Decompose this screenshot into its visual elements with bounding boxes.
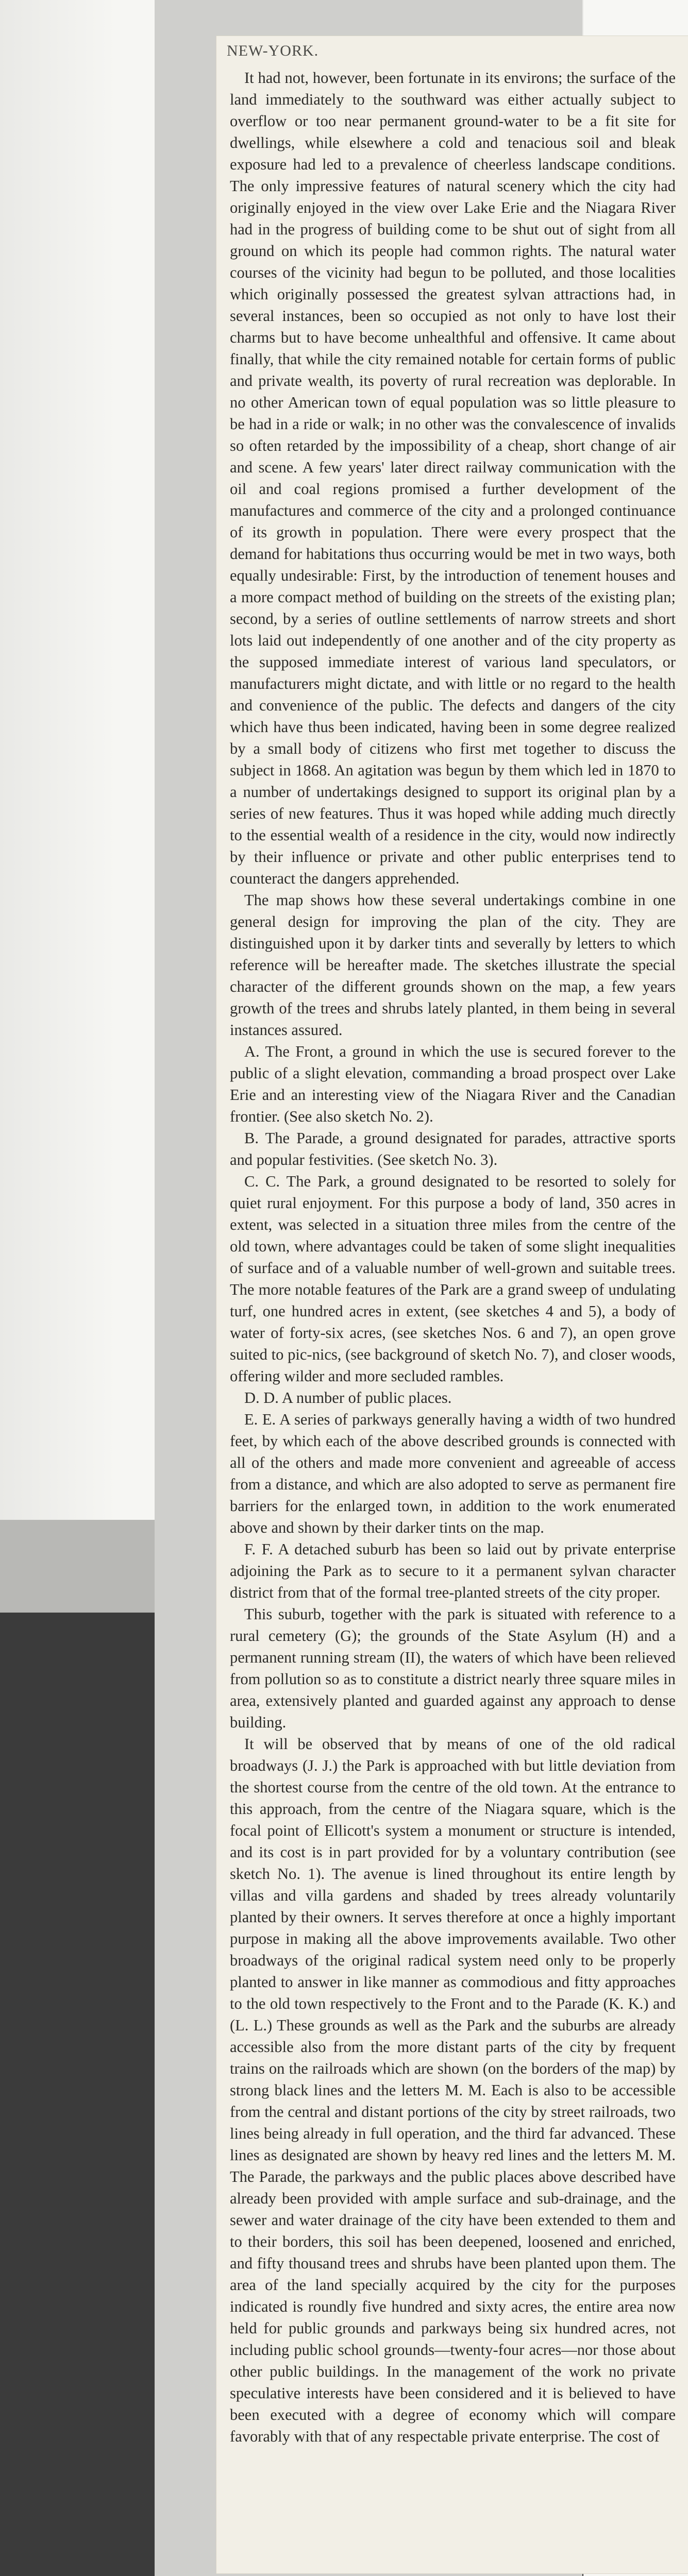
paragraph: A. The Front, a ground in which the use is secured forever to the public of a slight elevation, commanding a broad prospect over Lake Erie and an interesting view of the Niagara River and the Canadian frontier. (See also sketch No. 2). [230,1043,676,1125]
paragraph: It will be observed that by means of one of the old radical broadways (J. J.) the Park is approached with but little deviation from the shortest course from the centre of the old town. At the entrance to this approach, from the centre of the Niagara square, which is the focal point of Ellicott's system a monument or structure is intended, and its cost is in part provided for by a voluntary contribution (see sketch No. 1). The avenue is lined throughout its entire length by villas and villa gardens and shaded by trees already voluntarily planted by their owners. It serves therefore at once a highly important purpose in making all the above improvements available. Two other broadways of the original radical system need only to be properly planted to answer in like manner as commodious and fitty approaches to the old town respectively to the Front and to the Parade (K. K.) and (L. L.) These grounds as well as the Park and the suburbs are already accessible also from the more distant parts of the city by frequent trains on the railroads which are shown (on the borders of the map) by strong black lines and the letters M. M. Each is also to be accessible from the central and distant portions of the city by street railroads, two lines being already in full operation, and the third far advanced. These lines as designated are shown by heavy red lines and the letters M. M. The Parade, the parkways and the public places above described have already been provided with ample surface and sub-drainage, and the sewer and water drainage of the city have been extended to them and to their borders, this soil has been deepened, loosened and enriched, and fifty thousand trees and shrubs have been planted upon them. The area of the land specially acquired by the city for the purposes indicated is roundly five hundred and sixty acres, the entire area now held for public grounds and parkways being six hundred acres, not including public school grounds—twenty-four acres—nor those about other public buildings. In the management of the work no private speculative interests have been considered and it is believed to have been executed with a degree of economy which will compare favorably with that of any respectable private enterprise. The cost of [230,1735,676,2445]
paragraph: D. D. A number of public places. [244,1389,452,1406]
paragraph: F. F. A detached suburb has been so laid out by private enterprise adjoining the Park as to secure to it a permanent sylvan character district from that of the formal tree-planted streets of the city proper. [230,1540,676,1601]
article-body [230,67,676,2447]
paragraph: B. The Parade, a ground designated for parades, attractive sports and popular festivities. (See sketch No. 3). [230,1129,676,1168]
paragraph: The map shows how these several undertakings combine in one general design for improving the plan of the city. They are distinguished upon it by darker tints and severally by letters to which reference will be hereafter made. The sketches illustrate the special character of the different grounds shown on the map, a few years growth of the trees and shrubs lately planted, in them being in several instances assured. [230,891,676,1039]
newspaper-clipping [216,36,688,2573]
mounting-board [155,0,676,2576]
paragraph: This suburb, together with the park is situated with reference to a rural cemetery (G); the grounds of the State Asylum (H) and a permanent running stream (II), the waters of which have been relieved from pollution so as to constitute a district nearly three square miles in area, extensively planted and guarded against any approach to dense building. [230,1605,676,1731]
paragraph: C. C. The Park, a ground designated to be resorted to solely for quiet rural enjoyment. For this purpose a body of land, 350 acres in extent, was selected in a situation three miles from the centre of the old town, where advantages could be taken of some slight inequalities of surface and of a valuable number of well-grown and suitable trees. The more notable features of the Park are a grand sweep of undulating turf, one hundred acres in extent, (see sketches 4 and 5), a body of water of forty-six acres, (see sketches Nos. 6 and 7), an open grove suited to pic-nics, (see background of sketch No. 7), and closer woods, offering wilder and more secluded rambles. [230,1173,676,1385]
clipping-header [227,42,675,68]
paragraph: E. E. A series of parkways generally having a width of two hundred feet, by which each of the above described grounds is connected with all of the others and made more convenient and agreeable of access from a distance, and which are also adopted to serve as permanent fire barriers for the enlarged town, in addition to the work enumerated above and shown by their darker tints on the map. [230,1411,676,1536]
paragraph: It had not, however, been fortunate in its environs; the surface of the land immediately to the southward was either actually subject to overflow or too near permanent ground-water to be a fit site for dwellings, while elsewhere a cold and tenacious soil and bleak exposure had led to a prevalence of cheerless landscape conditions. The only impressive features of natural scenery which the city had originally enjoyed in the view over Lake Erie and the Niagara River had in the progress of building come to be shut out of sight from all ground on which its people had common rights. The natural water courses of the vicinity had begun to be polluted, and those localities which originally possessed the greatest sylvan attractions had, in several instances, been so occupied as not only to have lost their charms but to have become unhealthful and offensive. It came about finally, that while the city remained notable for certain forms of public and private wealth, its poverty of rural recreation was deplorable. In no other American town of equal population was so little pleasure to be had in a ride or walk; in no other was the convalescence of invalids so often retarded by the impossibility of a cheap, short change of air and scene. A few years' later direct railway communication with the oil and coal regions promised a further development of the manufactures and commerce of the city and a prolonged continuance of its growth in population. There were every prospect that the demand for habitations thus occurring would be met in two ways, both equally undesirable: First, by the introduction of tenement houses and a more compact method of building on the streets of the existing plan; second, by a series of outline settlements of narrow streets and short lots laid out independently of one another and of the city property as the supposed immediate interest of various land speculators, or manufacturers might dictate, and with little or no regard to the health and convenience of the public. The defects and dangers of the city which have thus been indicated, having been in some degree realized by a small body of citizens who first met together to discuss the subject in 1868. An agitation was begun by them which led in 1870 to a number of undertakings designed to support its original plan by a series of new features. Thus it was hoped while adding much directly to the essential wealth of a residence in the city, would now indirectly by their influence or private and other public enterprises tend to counteract the dangers apprehended. [230,69,676,887]
header-text: NEW-YORK. [227,42,319,59]
